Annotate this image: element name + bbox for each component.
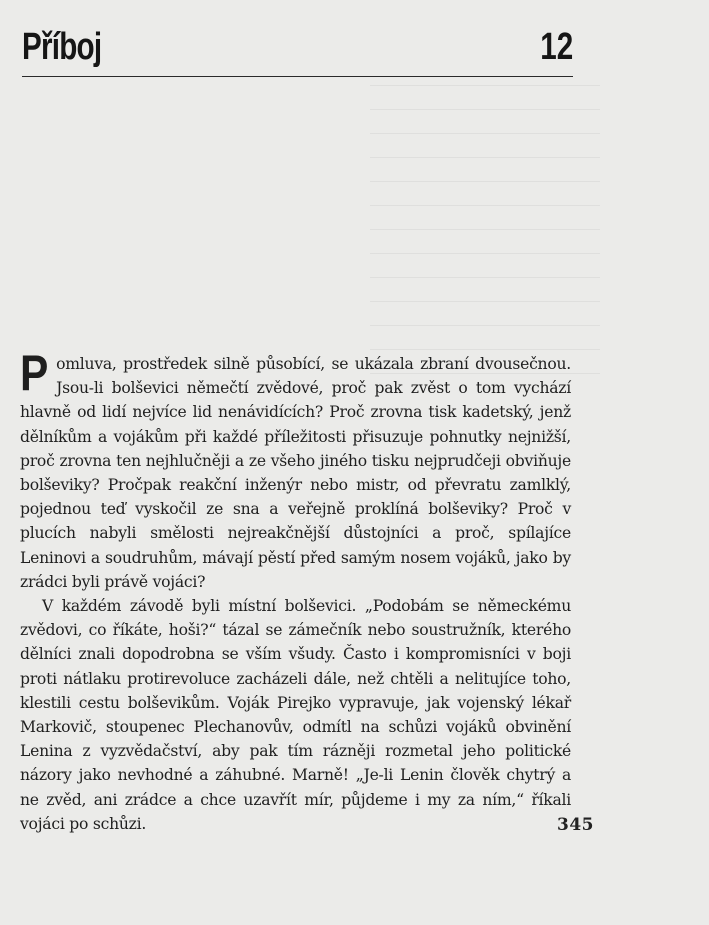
paragraph-1: [20, 345, 571, 594]
drop-cap: P: [20, 345, 49, 401]
header-rule: [22, 76, 573, 77]
paragraph-2: V každém závodě byli místní bolševici. „Podobám se německému zvědovi, co říkáte, hoši?“ tázal se zámečník nebo soustružník, kterého dělníci znali dopodrobna se vším všudy. Často i kompromisníci v boji proti nátlaku protirevoluce zacházeli dále, než chtěli a nelitujíce toho, klestili cestu bolševikům. Voják Pirejko vypravuje, jak vojenský lékař Markovič, stoupenec Plechanovův, odmítl na schůzi vojáků obvinění Lenina z vyzvědačství, aby pak tím rázněji rozmetal jeho politické názory jako nevhodné a záhubné. Marně! „Je-li Lenin člověk chytrý a ne zvěd, ani zrádce a chce uzavřít mír, půjdeme i my za ním,“ říkali vojáci po schůzi.: [20, 597, 571, 833]
masthead: [22, 25, 573, 73]
article-body: [20, 345, 571, 836]
paragraph-1-text: omluva, prostředek silně působící, se ukázala zbraní dvousečnou. Jsou-li bolševici němečtí zvědové, proč pak zvěst o tom vychází hlavně od lidí nejvíce lid nenávidících? Proč zrovna tisk kadetský, jenž dělníkům a vojákům při každé příležitosti přisuzuje pohnutky nejnižší, proč zrovna ten nejhlučněji a ze všeho jiného tisku nejprudčeji obviňuje bolševiky? Pročpak reakční inženýr nebo mistr, od převratu zamlklý, pojednou teď vyskočil ze sna a veřejně proklíná bolševiky? Proč v plucích nabyli smělosti nejreakčnější důstojníci a proč, spílajíce Leninovi a soudruhům, mávají pěstí před samým nosem vojáků, jako by zrádci byli právě vojáci?: [20, 355, 571, 591]
page-number: 345: [557, 815, 594, 835]
bleed-through-texture: [370, 85, 600, 375]
magazine-title: Příboj: [22, 26, 102, 68]
issue-number: 12: [540, 26, 573, 68]
